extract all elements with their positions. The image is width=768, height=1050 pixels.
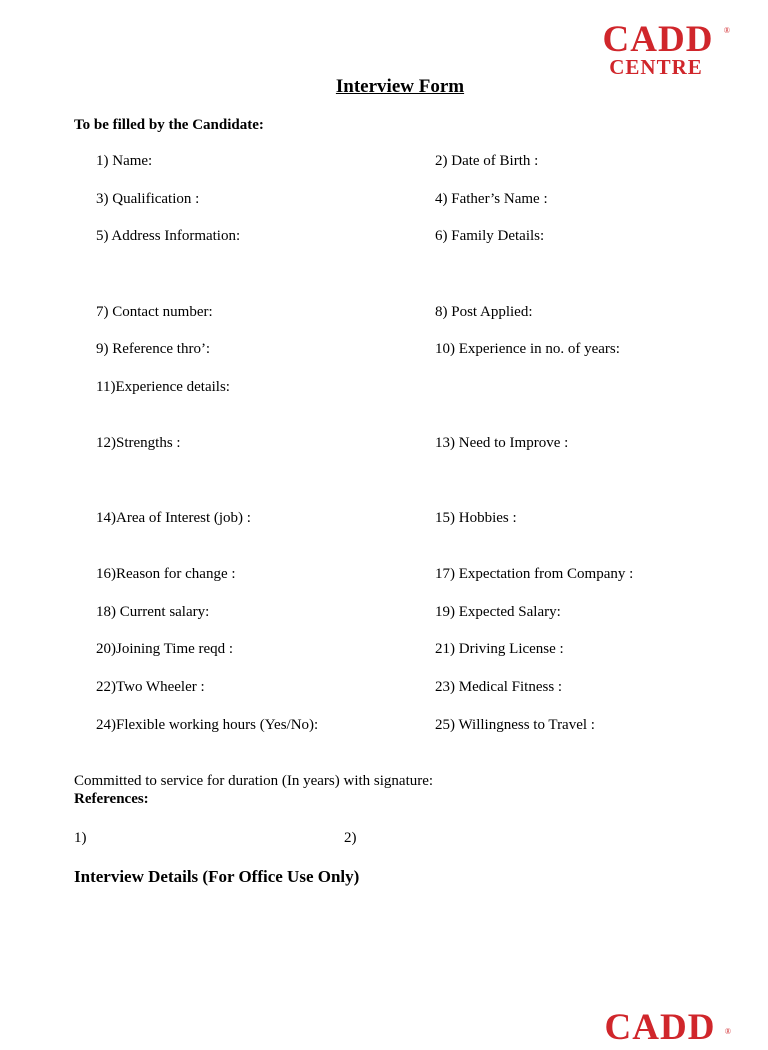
field-address: 5) Address Information: — [96, 228, 241, 244]
form-title: Interview Form — [335, 76, 465, 97]
reference-2: 2) — [344, 830, 357, 846]
field-fathers-name: 4) Father’s Name : — [435, 191, 548, 207]
commitment-line: Committed to service for duration (In years) with signature: — [74, 773, 434, 789]
field-flexible-hours: 24)Flexible working hours (Yes/No): — [96, 717, 319, 733]
logo-line1: CADD — [602, 19, 714, 60]
reference-1: 1) — [74, 830, 87, 846]
field-willingness-travel: 25) Willingness to Travel : — [435, 717, 595, 733]
field-post-applied: 8) Post Applied: — [435, 304, 533, 320]
field-family-details: 6) Family Details: — [435, 228, 545, 244]
references-heading: References: — [74, 791, 149, 807]
field-area-of-interest: 14)Area of Interest (job) : — [96, 510, 251, 526]
footer-registered-mark: ® — [724, 1027, 732, 1036]
field-current-salary: 18) Current salary: — [96, 604, 210, 620]
field-experience-details: 11)Experience details: — [96, 379, 230, 395]
cadd-logo-footer — [590, 1007, 732, 1048]
field-hobbies: 15) Hobbies : — [435, 510, 517, 526]
field-need-to-improve: 13) Need to Improve : — [435, 435, 569, 451]
registered-mark: ® — [723, 26, 730, 35]
field-qualification: 3) Qualification : — [96, 191, 200, 207]
field-medical-fitness: 23) Medical Fitness : — [435, 679, 563, 695]
field-experience-years: 10) Experience in no. of years: — [435, 341, 620, 357]
field-contact-number: 7) Contact number: — [96, 304, 213, 320]
field-date-of-birth: 2) Date of Birth : — [435, 153, 539, 169]
field-joining-time: 20)Joining Time reqd : — [96, 641, 234, 657]
field-two-wheeler: 22)Two Wheeler : — [96, 679, 205, 695]
field-expected-salary: 19) Expected Salary: — [435, 604, 561, 620]
field-expectation: 17) Expectation from Company : — [435, 566, 634, 582]
cadd-centre-logo — [588, 19, 730, 79]
interview-details-heading: Interview Details (For Office Use Only) — [74, 867, 360, 886]
logo-line2: CENTRE — [609, 55, 703, 79]
candidate-heading: To be filled by the Candidate: — [74, 117, 264, 133]
field-name: 1) Name: — [96, 153, 153, 169]
footer-logo-text: CADD — [604, 1007, 716, 1048]
field-reason-for-change: 16)Reason for change : — [96, 566, 236, 582]
field-strengths: 12)Strengths : — [96, 435, 181, 451]
field-driving-license: 21) Driving License : — [435, 641, 564, 657]
field-reference: 9) Reference thro’: — [96, 341, 211, 357]
